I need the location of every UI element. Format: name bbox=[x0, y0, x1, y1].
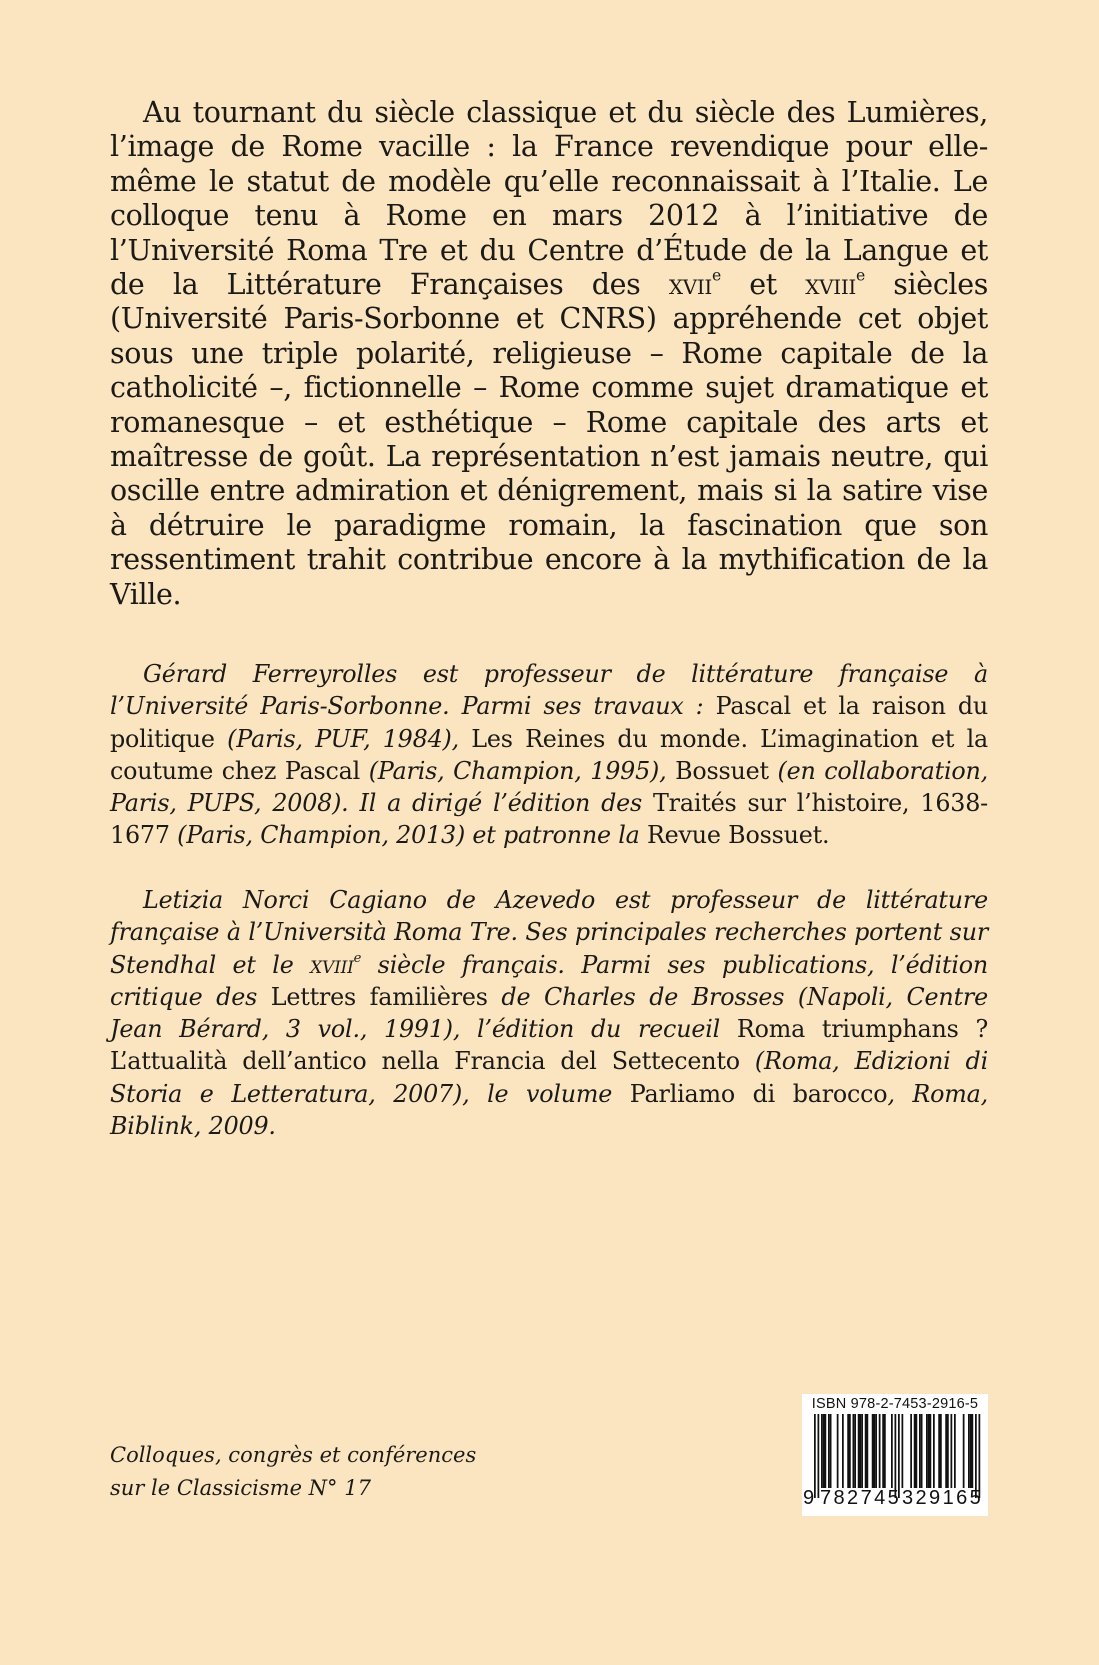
barcode-bar bbox=[928, 1414, 930, 1488]
summary-text-1: Au tournant du siècle classique et du siècle des Lumières, l’image de Rome vacille : la France revendique pour elle-même le statut de modèle qu’elle reconnaissait à l’Italie. Le colloque tenu à Rome en mars 2012 à l’initiative de l’Université Roma Tre et du Centre d’Étude de la Langue et de la Littérature Françaises des bbox=[110, 96, 988, 302]
bio1-text-g: (en collaboration, Paris, PUPS, 2008). Il a dirigé l’édition des bbox=[110, 756, 989, 818]
bio2-title-barocco: Parliamo di barocco bbox=[629, 1079, 888, 1108]
bio2-title-lettres: Lettres familières bbox=[270, 982, 488, 1011]
barcode-bar bbox=[970, 1414, 972, 1488]
isbn-barcode-block bbox=[802, 1394, 988, 1516]
barcode-bar bbox=[914, 1414, 916, 1488]
summary-text-2: et bbox=[720, 268, 806, 302]
barcode-bar bbox=[947, 1414, 949, 1488]
barcode-bar bbox=[853, 1414, 855, 1488]
bio1-title-reines: Les Reines du monde. L’imagination et la coutume chez Pascal bbox=[110, 724, 988, 785]
bio2-century-sup: e bbox=[353, 950, 362, 966]
bio2-title-roma: Roma triumphans ? L’attualità dell’antico nella Francia del Settecento bbox=[110, 1015, 989, 1076]
barcode-bar bbox=[849, 1414, 851, 1488]
barcode-bar bbox=[972, 1414, 974, 1488]
bio1-title-pascal: Pascal et la raison du politique bbox=[110, 692, 988, 753]
barcode-bar bbox=[926, 1414, 928, 1488]
barcode-bar bbox=[921, 1414, 923, 1488]
bio1-title-traites: Traités sur l’histoire, 1638-1677 bbox=[110, 789, 988, 850]
barcode-bar bbox=[898, 1414, 900, 1498]
barcode-digits-left: 782745 bbox=[820, 1487, 902, 1509]
bio1-title-bossuet: Bossuet bbox=[675, 756, 769, 785]
bio2-text-b: siècle français. Parmi ses publications, l’édition critique des bbox=[110, 950, 988, 1011]
barcode-bar bbox=[860, 1414, 862, 1488]
barcode-bar bbox=[842, 1414, 844, 1488]
barcode-bar bbox=[891, 1414, 893, 1488]
barcode-bar bbox=[854, 1414, 856, 1488]
barcode-bar bbox=[933, 1414, 935, 1488]
barcode-digits bbox=[802, 1487, 988, 1515]
barcode-bar bbox=[930, 1414, 932, 1488]
bio1-text-i: (Paris, Champion, 2013) et patronne la bbox=[169, 821, 647, 850]
bio1-text-e: (Paris, Champion, 1995), bbox=[360, 756, 676, 785]
series-line-2: sur le Classicisme N° 17 bbox=[110, 1476, 371, 1500]
barcode-bar bbox=[954, 1414, 956, 1488]
isbn-label: ISBN 978-2-7453-2916-5 bbox=[811, 1396, 979, 1412]
barcode-bar bbox=[884, 1414, 886, 1488]
barcode-bar bbox=[882, 1414, 884, 1488]
barcode-bar bbox=[979, 1414, 981, 1498]
barcode-bar bbox=[818, 1414, 820, 1498]
bio2-text-g: (Roma, Edizioni di Storia e Letteratura, 2007), le volume bbox=[110, 1047, 988, 1108]
barcode-bar bbox=[916, 1414, 918, 1488]
barcode-bar bbox=[867, 1414, 869, 1488]
century-17: xvii bbox=[668, 268, 712, 302]
barcode-bar bbox=[828, 1414, 830, 1488]
barcode-bar bbox=[874, 1414, 876, 1488]
back-cover-summary bbox=[110, 96, 988, 612]
barcode-bar bbox=[895, 1414, 897, 1498]
barcode-bar bbox=[861, 1414, 863, 1488]
bio2-century-18: xviii bbox=[310, 950, 354, 979]
barcode-bar bbox=[872, 1414, 874, 1488]
barcode-bar bbox=[951, 1414, 953, 1488]
bio2-text-d: de Charles de Brosses (Napoli, Centre Jean Bérard, 3 vol., 1991), l’édition du recueil bbox=[110, 982, 988, 1044]
series-title bbox=[110, 1439, 530, 1505]
bio2-text-a: Letizia Norci Cagiano de Azevedo est professeur de littérature française à l’Università Roma Tre. Ses principales recherches portent sur Stendhal et le bbox=[110, 886, 988, 979]
barcode-bar bbox=[823, 1414, 825, 1488]
barcode-digit-lead: 9 bbox=[803, 1487, 815, 1509]
bio1-title-revue: Revue Bossuet. bbox=[646, 821, 830, 850]
barcode-bar bbox=[975, 1414, 977, 1498]
bio-paragraph bbox=[110, 884, 988, 1142]
barcode-bar bbox=[968, 1414, 970, 1488]
barcode-bar bbox=[940, 1414, 942, 1488]
summary-paragraph bbox=[110, 96, 988, 612]
barcode-bar bbox=[814, 1414, 816, 1498]
author-bio-norci bbox=[110, 884, 988, 1142]
barcode-bar bbox=[945, 1414, 947, 1488]
barcode-bar bbox=[910, 1414, 912, 1488]
bio2-text-i: , Roma, Biblink, 2009. bbox=[110, 1079, 988, 1141]
barcode-bar bbox=[963, 1414, 965, 1488]
barcode-bar bbox=[830, 1414, 832, 1488]
barcode-bar bbox=[847, 1414, 849, 1488]
barcode-icon bbox=[802, 1414, 988, 1498]
barcode-bar bbox=[919, 1414, 921, 1488]
century-17-sup: e bbox=[711, 265, 721, 285]
barcode-bar bbox=[902, 1414, 904, 1488]
barcode-bar bbox=[875, 1414, 877, 1488]
barcode-bar bbox=[858, 1414, 860, 1488]
series-line-1: Colloques, congrès et conférences bbox=[110, 1443, 477, 1467]
barcode-bar bbox=[821, 1414, 823, 1488]
barcode-bar bbox=[837, 1414, 839, 1488]
summary-text-3: siècles (Université Paris-Sorbonne et CNRS) appréhende cet objet sous une triple polarité, religieuse – Rome capitale de la catholicité –, fictionnelle – Rome comme sujet dramatique et romanesque – et esthétique – Rome capitale des arts et maîtresse de goût. La représentation n’est jamais neutre, qui oscille entre admiration et dénigrement, mais si la satire vise à détruire le paradigme romain, la fascination que son ressentiment trahit contribue encore à la mythification de la Ville. bbox=[110, 268, 988, 611]
century-18: xviii bbox=[805, 268, 856, 302]
barcode-digits-right: 329165 bbox=[902, 1487, 984, 1509]
barcode-bar bbox=[879, 1414, 881, 1488]
barcode-bar bbox=[938, 1414, 940, 1488]
century-18-sup: e bbox=[855, 265, 865, 285]
bio1-text-a: Gérard Ferreyrolles est professeur de littérature française à l’Université Paris-Sorbonne. Parmi ses travaux : bbox=[110, 660, 988, 721]
bio-paragraph bbox=[110, 658, 988, 852]
barcode-bar bbox=[865, 1414, 867, 1488]
author-bio-ferreyrolles bbox=[110, 658, 988, 852]
barcode-bar bbox=[825, 1414, 827, 1488]
bio1-text-c: (Paris, PUF, 1984), bbox=[214, 724, 472, 753]
